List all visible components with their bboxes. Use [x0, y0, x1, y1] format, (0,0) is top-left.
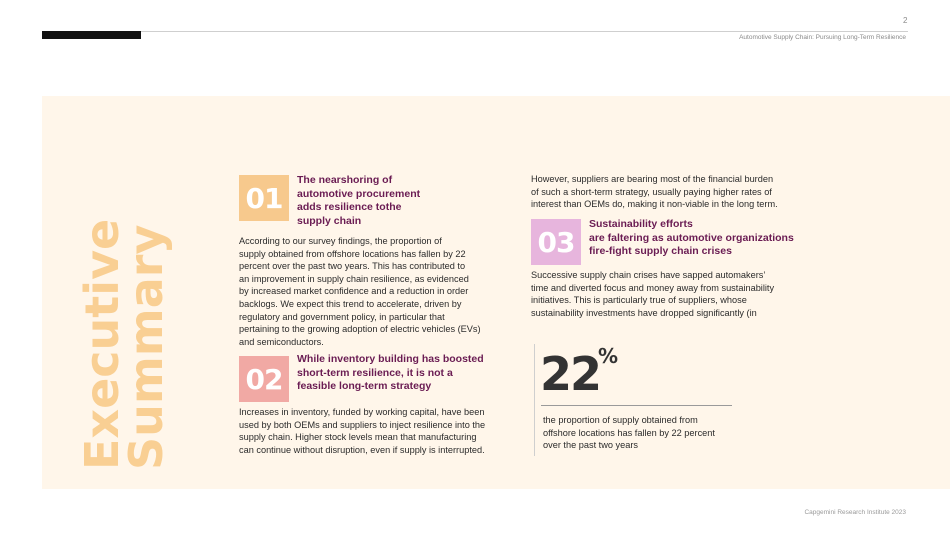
stat-unit: % — [598, 344, 619, 368]
header-rule — [141, 31, 908, 32]
stat-divider-vertical — [534, 344, 535, 456]
body-03: Successive supply chain crises have sapped automakers’ time and diverted focus and money away from sustainability initiatives. This is particularly true of suppliers, whose sustainability investments have dropped significantly (in — [531, 270, 775, 318]
body-02: Increases in inventory, funded by working capital, have been used by both OEMs and suppliers to inject resilience into the supply chain. Higher stock levels mean that manufacturing can continue without disruption, even if supply is interrupted. — [239, 407, 486, 455]
body-02-continuation: However, suppliers are bearing most of the financial burden of such a short-term strategy, usually paying higher rates of interest than OEMs do, making it non-viable in the long term. — [531, 174, 778, 210]
page-number: 2 — [903, 16, 908, 25]
badge-03: 03 — [531, 219, 581, 265]
heading-03: Sustainability efforts are faltering as automotive organizations fire-fight supply chain crises — [589, 218, 794, 257]
report-title: Automotive Supply Chain: Pursuing Long-Term Resilience — [739, 34, 906, 41]
header-black-bar — [42, 31, 141, 39]
heading-01: The nearshoring of automotive procurement adds resilience tothe supply chain — [297, 174, 421, 227]
stat-caption: the proportion of supply obtained from offshore locations has fallen by 22 percent over the past two years — [543, 415, 715, 451]
section-title-line1: Executive — [75, 218, 129, 470]
section-title — [75, 218, 173, 470]
heading-02: While inventory building has boosted short-term resilience, it is not a feasible long-term strategy — [297, 353, 484, 392]
badge-01: 01 — [239, 175, 289, 221]
stat-value: 22 — [540, 347, 601, 401]
stat-divider-horizontal — [541, 405, 732, 406]
footer-credit: Capgemini Research Institute 2023 — [804, 509, 906, 516]
body-01: According to our survey findings, the proportion of supply obtained from offshore locations has fallen by 22 percent over the past two years. This has contributed to an improvement in supply chain resilience, as evidenced by increased market confidence and a reduction in order backlogs. We expect this trend to accelerate, driven by regulatory and government policy, in particular that pertaining to the growing adoption of electric vehicles (EVs) and semiconductors. — [239, 236, 481, 347]
badge-02: 02 — [239, 356, 289, 402]
section-title-line2: Summary — [119, 224, 173, 470]
